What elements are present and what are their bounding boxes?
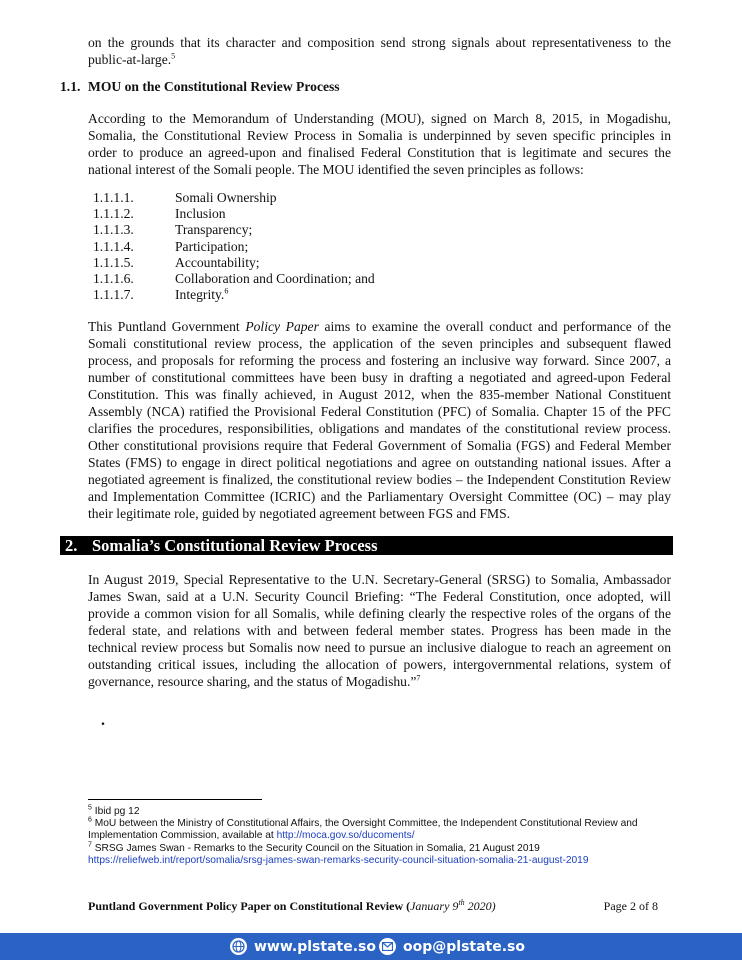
website-text[interactable]: www.plstate.so [254,938,376,955]
intro-paragraph: on the grounds that its character and composition send strong signals about representativeness to the public-at-large.$^5$ [88,35,671,67]
contact-bar [0,933,742,960]
footnote-5: $^5$ Ibid pg 12 [88,804,140,817]
moca-link[interactable]: http://moca.gov.so/ducoments/ [276,830,415,842]
list-item: 1.1.1.1. Somali Ownership [93,190,277,205]
list-item: 1.1.1.4. Participation; [93,238,249,254]
srsg-paragraph: In August 2019, Special Representative to the U.N. Secretary-General (SRSG) to Somalia, Ambassador James Swan, said at a U.N. Security Council Briefing: “The Federal Constitution, once adopted, will provide a common vision for all Somalis, while defining clearly the respective roles of the organs of the federal state, and relations with and between federal member states. Progress has been made in the technical review process but Somalis now need to pursue an inclusive dialogue to reach an agreement on outstanding critical issues, including the allocation of powers, intergovernmental relations, system of governance, resource sharing, and the status of Mogadishu.”$^7$ [88,572,671,689]
mail-icon [379,938,396,955]
list-item: 1.1.1.3. Transparency; [93,222,253,238]
email-text[interactable]: oop@plstate.so [403,938,526,955]
stray-dot: . [101,712,105,729]
www-globe-icon [230,938,247,955]
section-1-1-heading [60,79,340,95]
email-contact[interactable] [379,938,525,955]
footnote-6: $^6$ MoU between the Ministry of Constitutional Affairs, the Oversight Committee, the Independent Constitutional Review and Implementation Commission, available at http://moca.gov.so/ducoments/ [88,816,638,842]
footnote-ref-5[interactable]: 5 [171,51,176,61]
mou-paragraph: According to the Memorandum of Understanding (MOU), signed on March 8, 2015, in Mogadishu, Somalia, the Constitutional Review Process in Somalia is underpinned by seven specific principles in order to produce an agreed-upon and finalised Federal Constitution that is legitimate and secures the national interest of the Somali people. The MOU identified the seven principles as follows: [88,111,671,177]
footer-title: Puntland Government Policy Paper on Constitutional Review ( [88,899,411,913]
policy-paper-paragraph: This Puntland Government Policy Paper aims to examine the overall conduct and performance of the Somali constitutional review process, the application of the seven principles and subsequent flawed process, and proposals for reforming the process and fostering an inclusive way forward. Since 2007, a number of constitutional committees have been busy in drafting a negotiated and agreed-upon Federal Constitution. This was finally achieved, in August 2012, when the 835-member National Constituent Assembly (NCA) ratified the Provisional Federal Constitution (PFC) of Somalia. Chapter 15 of the PFC clarifies the procedures, responsibilities, obligations and mandates of the constitutional review process. Other constitutional provisions require that Federal Government of Somalia (FGS) and Federal Member States (FMS) to engage in direct political negotiations and agree on outstanding national issues. After a negotiated agreement is finalized, the constitutional review bodies – the Independent Constitution Review and Implementation Committee (ICRIC) and the Parliamentary Oversight Committee (OC) – may play their legitimate role, guided by negotiated agreement between FGS and FMS. [88,319,671,521]
page-footer [88,899,658,914]
principles-list [93,190,375,303]
list-item: 1.1.1.7. Integrity.$^6$ [93,286,229,303]
website-contact[interactable] [230,938,376,955]
footnote-divider [88,799,262,800]
footnote-7: $^7$ SRSG James Swan - Remarks to the Security Council on the Situation in Somalia, 21 August 2019 https://reliefweb.int/report/somalia/srsg-james-swan-remarks-security-council-situation-somalia-21-august-2019 [88,841,589,866]
section-number: 1.1. [60,79,81,94]
section-2-heading [60,536,673,555]
section-number: 2. [65,536,78,555]
footnotes [88,806,648,867]
list-item: 1.1.1.2. Inclusion [93,206,226,222]
section-title: Somalia’s Constitutional Review Process [92,536,378,555]
section-title: MOU on the Constitutional Review Process [88,79,340,94]
list-item: 1.1.1.5. Accountability; [93,254,260,270]
footnote-ref-7[interactable]: 7 [416,673,421,683]
page-number: Page 2 of 8 [603,899,658,913]
list-item: 1.1.1.6. Collaboration and Coordination; and [93,271,375,287]
footnote-ref-6[interactable]: 6 [224,286,229,296]
footer-date: January 9th 2020) [410,898,496,913]
reliefweb-link[interactable]: https://reliefweb.int/report/somalia/srsg-james-swan-remarks-security-council-situation-somalia-21-august-2019 [88,854,589,866]
